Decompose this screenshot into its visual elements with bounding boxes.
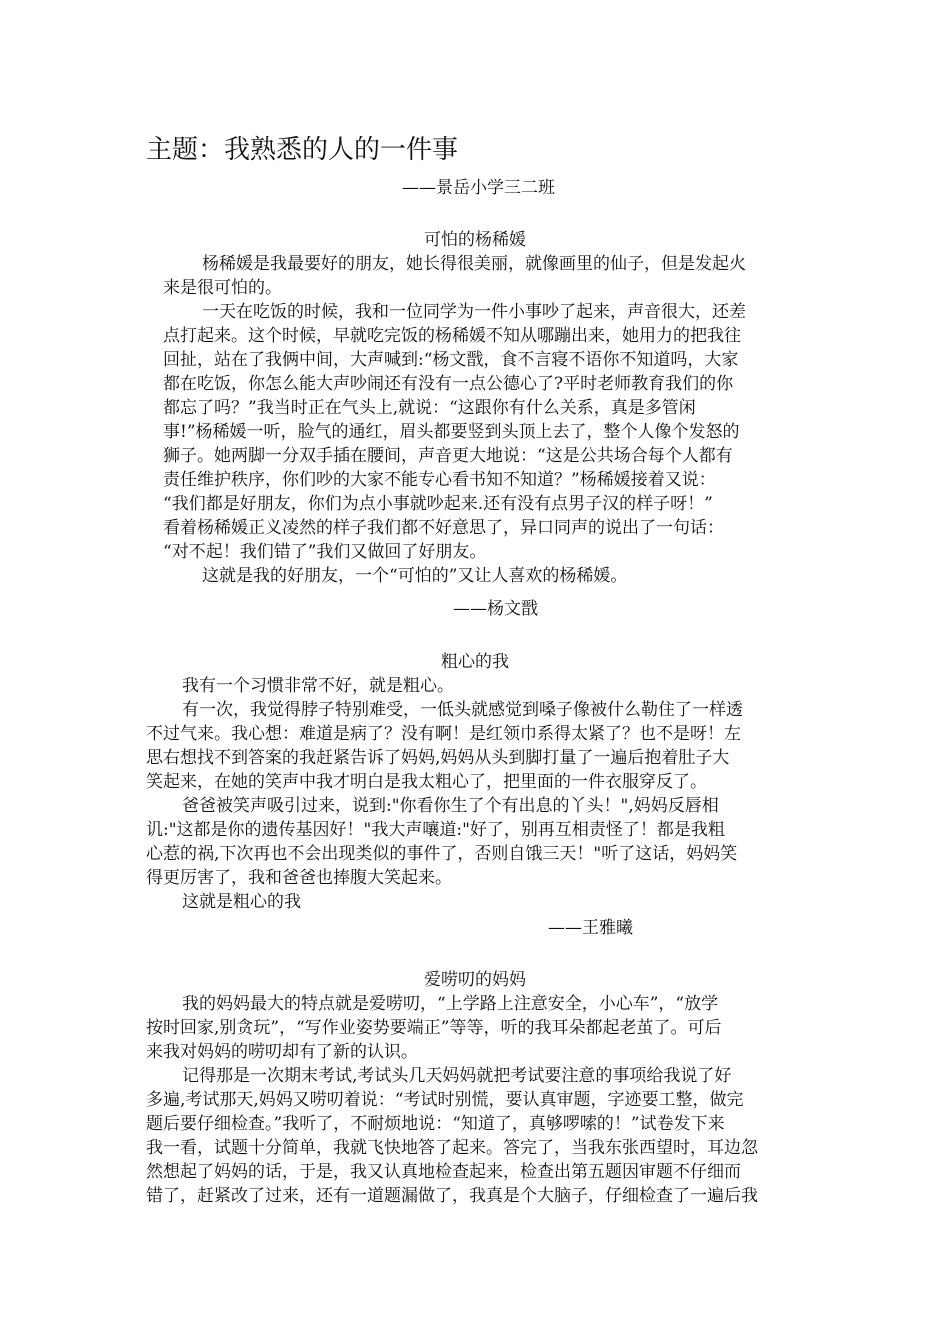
document-title: 主题：我熟悉的人的一件事 <box>146 135 459 165</box>
essay-3-line: 我的妈妈最大的特点就是爱唠叨，“上学路上注意安全，小心车”，“放学 <box>182 994 719 1014</box>
essay-1-line: 责任维护秩序，你们吵的大家不能专心看书知不知道？”杨稀媛接着又说： <box>163 470 716 490</box>
essay-2-line: 有一次，我觉得脖子特别难受，一低头就感觉到嗓子像被什么勒住了一样透 <box>182 700 743 720</box>
essay-1-line: 事!”杨稀媛一听，脸气的通红，眉头都要竖到头顶上去了，整个人像个发怒的 <box>163 422 740 442</box>
essay-2-line: 思右想找不到答案的我赶紧告诉了妈妈,妈妈从头到脚打量了一遍后抱着肚子大 <box>146 748 730 768</box>
essay-2-author: ——王雅曦 <box>548 918 633 938</box>
essay-2-line: 不过气来。我心想：难道是病了？没有啊！是红领巾系得太紧了？也不是呀！左 <box>146 724 741 744</box>
essay-1-line: 都在吃饭，你怎么能大声吵闹还有没有一点公德心了?平时老师教育我们的你 <box>163 374 734 394</box>
essay-1-line: 这就是我的好朋友，一个“可怕的”又让人喜欢的杨稀媛。 <box>202 566 628 586</box>
essay-2-line: 讥:"这都是你的遗传基因好！"我大声嚷道:"好了，别再互相责怪了！都是我粗 <box>146 820 725 840</box>
essay-1-line: “我们都是好朋友，你们为点小事就吵起来.还有没有点男子汉的样子呀！” <box>163 494 713 514</box>
essay-3-line: 多遍,考试那天,妈妈又唠叨着说：“考试时别慌，要认真审题，字迹要工整，做完 <box>146 1090 744 1110</box>
essay-3-line: 我一看，试题十分简单，我就飞快地答了起来。答完了，当我东张西望时，耳边忽 <box>146 1138 758 1158</box>
essay-1-line: 来是很可怕的。 <box>163 278 282 298</box>
essay-2-line: 笑起来，在她的笑声中我才明白是我太粗心了，把里面的一件衣服穿反了。 <box>146 772 707 792</box>
essay-1-line: 回扯，站在了我俩中间，大声喊到:“杨文戬，食不言寝不语你不知道吗，大家 <box>163 350 739 370</box>
essay-1-author: ——杨文戬 <box>453 599 538 619</box>
essay-1-heading: 可怕的杨稀媛 <box>424 230 526 250</box>
essay-1-line: 杨稀媛是我最要好的朋友，她长得很美丽，就像画里的仙子，但是发起火 <box>202 254 746 274</box>
essay-3-line: 题后要仔细检查。”我听了，不耐烦地说：“知道了，真够啰嗦的！”试卷发下来 <box>146 1114 725 1134</box>
essay-2-heading: 粗心的我 <box>441 652 509 672</box>
essay-3-line: 按时回家,别贪玩”，“写作业姿势要端正”等等，听的我耳朵都起老茧了。可后 <box>146 1018 722 1038</box>
school-byline: ——景岳小学三二班 <box>402 178 555 198</box>
essay-2-line: 爸爸被笑声吸引过来，说到:"你看你生了个有出息的丫头！",妈妈反唇相 <box>182 796 719 816</box>
essay-3-line: 记得那是一次期末考试,考试头几天妈妈就把考试要注意的事项给我说了好 <box>182 1066 732 1086</box>
essay-2-line: 得更厉害了，我和爸爸也捧腹大笑起来。 <box>146 868 452 888</box>
essay-1-line: 都忘了吗？”我当时正在气头上,就说：“这跟你有什么关系，真是多管闲 <box>163 398 696 418</box>
essay-1-line: 看着杨稀媛正义凌然的样子我们都不好意思了，异口同声的说出了一句话： <box>163 518 724 538</box>
essay-1-line: 狮子。她两脚一分双手插在腰间，声音更大地说：“这是公共场合每个人都有 <box>163 446 733 466</box>
essay-3-line: 来我对妈妈的唠叨却有了新的认识。 <box>146 1042 418 1062</box>
essay-1-line: 一天在吃饭的时候，我和一位同学为一件小事吵了起来，声音很大，还差 <box>202 302 746 322</box>
essay-1-line: 点打起来。这个时候，早就吃完饭的杨稀媛不知从哪蹦出来，她用力的把我往 <box>163 326 741 346</box>
essay-3-line: 错了，赶紧改了过来，还有一道题漏做了，我真是个大脑子，仔细检查了一遍后我 <box>146 1186 758 1206</box>
essay-2-line: 这就是粗心的我 <box>182 892 301 912</box>
essay-3-heading: 爱唠叨的妈妈 <box>424 970 526 990</box>
essay-2-line: 心惹的祸,下次再也不会出现类似的事件了，否则自饿三天！"听了这话，妈妈笑 <box>146 844 738 864</box>
essay-1-line: “对不起！我们错了”我们又做回了好朋友。 <box>163 542 487 562</box>
essay-3-line: 然想起了妈妈的话，于是，我又认真地检查起来，检查出第五题因审题不仔细而 <box>146 1162 741 1182</box>
essay-2-line: 我有一个习惯非常不好，就是粗心。 <box>182 676 454 696</box>
